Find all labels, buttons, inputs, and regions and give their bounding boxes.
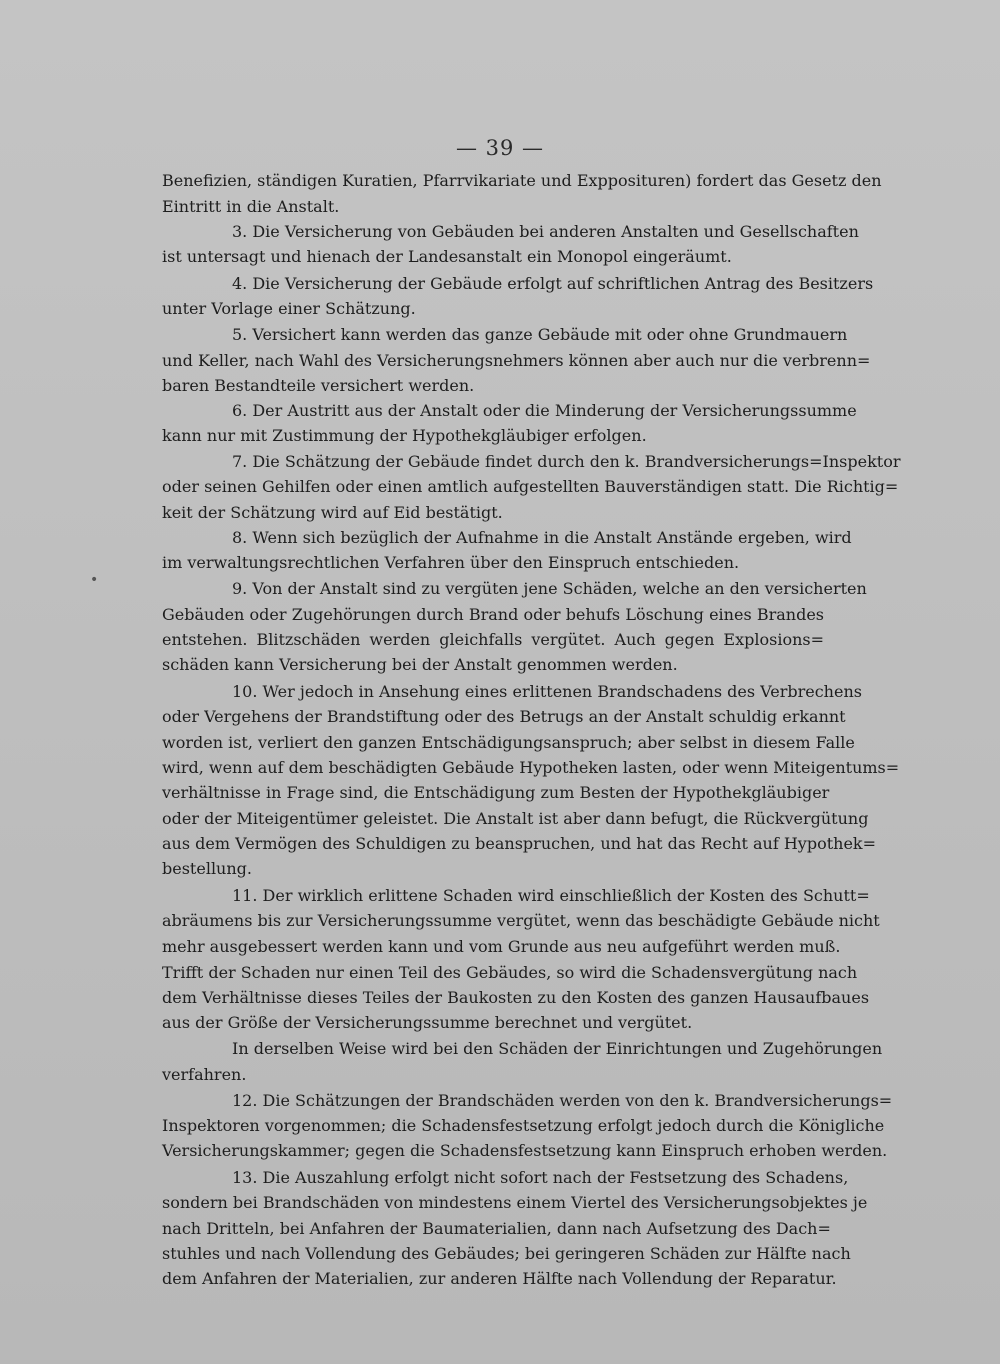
margin-mark: • bbox=[90, 572, 99, 588]
text-line: stuhles und nach Vollendung des Gebäudes; bei geringeren Schäden zur Hälfte nach bbox=[162, 1244, 851, 1263]
text-line: unter Vorlage einer Schätzung. bbox=[162, 299, 416, 318]
text-line: sondern bei Brandschäden von mindestens einem Viertel des Versicherungsobjektes je bbox=[162, 1193, 868, 1212]
text-line: 9. Von der Anstalt sind zu vergüten jene Schäden, welche an den versicherten bbox=[232, 579, 867, 598]
text-line: Trifft der Schaden nur einen Teil des Gebäudes, so wird die Schadensvergütung nach bbox=[162, 963, 858, 982]
text-line: Gebäuden oder Zugehörungen durch Brand oder behufs Löschung eines Brandes bbox=[162, 605, 824, 624]
page-number: — 39 — bbox=[455, 136, 545, 160]
text-line: mehr ausgebessert werden kann und vom Grunde aus neu aufgeführt werden muß. bbox=[162, 937, 841, 956]
text-line: keit der Schätzung wird auf Eid bestätigt. bbox=[162, 503, 503, 522]
text-line: 13. Die Auszahlung erfolgt nicht sofort nach der Festsetzung des Schadens, bbox=[232, 1168, 849, 1187]
text-line: oder seinen Gehilfen oder einen amtlich aufgestellten Bauverständigen statt. Die Richtig= bbox=[162, 477, 899, 496]
text-line: schäden kann Versicherung bei der Anstalt genommen werden. bbox=[162, 655, 678, 674]
text-line: oder Vergehens der Brandstiftung oder des Betrugs an der Anstalt schuldig erkannt bbox=[162, 707, 846, 726]
text-line: kann nur mit Zustimmung der Hypothekgläubiger erfolgen. bbox=[162, 426, 647, 445]
text-line: 3. Die Versicherung von Gebäuden bei anderen Anstalten und Gesellschaften bbox=[232, 222, 859, 241]
text-line: und Keller, nach Wahl des Versicherungsnehmers können aber auch nur die verbrenn= bbox=[162, 351, 871, 370]
text-line: verhältnisse in Frage sind, die Entschädigung zum Besten der Hypothekgläubiger bbox=[162, 783, 830, 802]
text-line: Benefizien, ständigen Kuratien, Pfarrvikariate und Expposituren) fordert das Gesetz den bbox=[162, 171, 882, 190]
text-line: nach Dritteln, bei Anfahren der Baumaterialien, dann nach Aufsetzung des Dach= bbox=[162, 1219, 831, 1238]
text-line: aus der Größe der Versicherungssumme berechnet und vergütet. bbox=[162, 1013, 693, 1032]
text-line: dem Verhältnisse dieses Teiles der Baukosten zu den Kosten des ganzen Hausaufbaues bbox=[162, 988, 870, 1007]
text-line: Inspektoren vorgenommen; die Schadensfestsetzung erfolgt jedoch durch die Königliche bbox=[162, 1116, 885, 1135]
text-line: 4. Die Versicherung der Gebäude erfolgt auf schriftlichen Antrag des Besitzers bbox=[232, 274, 874, 293]
text-line: Versicherungskammer; gegen die Schadensfestsetzung kann Einspruch erhoben werden. bbox=[162, 1141, 888, 1160]
text-line: 10. Wer jedoch in Ansehung eines erlittenen Brandschadens des Verbrechens bbox=[232, 682, 862, 701]
text-line: 5. Versichert kann werden das ganze Gebäude mit oder ohne Grundmauern bbox=[232, 325, 848, 344]
text-line: 11. Der wirklich erlittene Schaden wird einschließlich der Kosten des Schutt= bbox=[232, 886, 870, 905]
text-line: worden ist, verliert den ganzen Entschädigungsanspruch; aber selbst in diesem Falle bbox=[162, 733, 855, 752]
text-line: baren Bestandteile versichert werden. bbox=[162, 376, 475, 395]
text-line: ist untersagt und hienach der Landesanstalt ein Monopol eingeräumt. bbox=[162, 247, 732, 266]
text-line: 6. Der Austritt aus der Anstalt oder die Minderung der Versicherungssumme bbox=[232, 401, 857, 420]
text-line: verfahren. bbox=[162, 1065, 247, 1084]
text-line: 7. Die Schätzung der Gebäude findet durch den k. Brandversicherungs=Inspektor bbox=[232, 452, 901, 471]
text-line: aus dem Vermögen des Schuldigen zu beanspruchen, und hat das Recht auf Hypothek= bbox=[162, 834, 877, 853]
text-line: 8. Wenn sich bezüglich der Aufnahme in die Anstalt Anstände ergeben, wird bbox=[232, 528, 852, 547]
text-line: oder der Miteigentümer geleistet. Die Anstalt ist aber dann befugt, die Rückvergütung bbox=[162, 809, 869, 828]
text-line: bestellung. bbox=[162, 859, 252, 878]
text-line: abräumens bis zur Versicherungssumme vergütet, wenn das beschädigte Gebäude nicht bbox=[162, 911, 880, 930]
text-line: entstehen. Blitzschäden werden gleichfalls vergütet. Auch gegen Explosions= bbox=[162, 630, 824, 649]
text-line: 12. Die Schätzungen der Brandschäden werden von den k. Brandversicherungs= bbox=[232, 1091, 893, 1110]
text-line: im verwaltungsrechtlichen Verfahren über den Einspruch entschieden. bbox=[162, 553, 740, 572]
text-line: dem Anfahren der Materialien, zur anderen Hälfte nach Vollendung der Reparatur. bbox=[162, 1269, 837, 1288]
text-line: Eintritt in die Anstalt. bbox=[162, 197, 340, 216]
text-line: wird, wenn auf dem beschädigten Gebäude Hypotheken lasten, oder wenn Miteigentums= bbox=[162, 758, 900, 777]
text-line: In derselben Weise wird bei den Schäden der Einrichtungen und Zugehörungen bbox=[232, 1039, 883, 1058]
